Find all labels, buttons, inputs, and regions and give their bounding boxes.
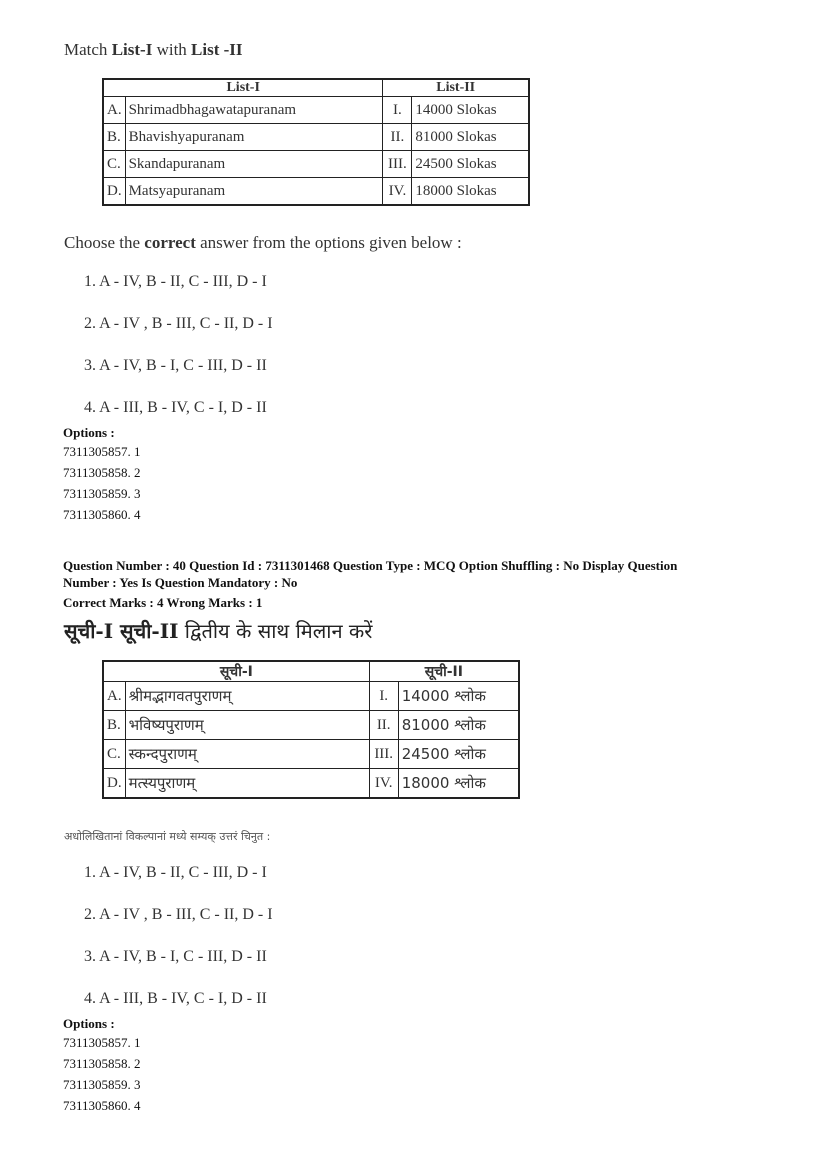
row-roman: I. <box>369 682 398 711</box>
row-item: भविष्यपुराणम् <box>125 711 369 740</box>
row-item: स्कन्दपुराणम् <box>125 740 369 769</box>
q1-match-table <box>102 78 530 206</box>
row-letter: B. <box>103 711 125 740</box>
row-value: 18000 श्लोक <box>398 769 519 799</box>
list1-header: List-I <box>103 79 383 97</box>
row-roman: II. <box>369 711 398 740</box>
row-letter: A. <box>103 97 125 124</box>
q2-choice-4: 4. A - III, B - IV, C - I, D - II <box>84 990 267 1007</box>
row-roman: I. <box>383 97 412 124</box>
table-row <box>103 124 529 151</box>
row-roman: IV. <box>369 769 398 799</box>
q1-instruction: Choose the correct answer from the options given below : <box>64 233 462 252</box>
q1-choice-4: 4. A - III, B - IV, C - I, D - II <box>84 399 267 416</box>
row-letter: C. <box>103 151 125 178</box>
table-header-row <box>103 79 529 97</box>
q1-heading: Match List-I with List -II <box>64 40 243 59</box>
row-letter: D. <box>103 178 125 206</box>
row-item: Skandapuranam <box>125 151 383 178</box>
q2-meta <box>63 557 677 611</box>
q1-options-list <box>63 441 141 525</box>
q1-choice-2: 2. A - IV , B - III, C - II, D - I <box>84 315 273 332</box>
row-value: 81000 श्लोक <box>398 711 519 740</box>
row-letter: B. <box>103 124 125 151</box>
q1-choice-1: 1. A - IV, B - II, C - III, D - I <box>84 273 267 290</box>
row-value: 24500 Slokas <box>412 151 529 178</box>
list-item: 7311305859. 3 <box>63 1077 141 1092</box>
list-item: 7311305857. 1 <box>63 1035 141 1050</box>
row-item: Bhavishyapuranam <box>125 124 383 151</box>
row-roman: II. <box>383 124 412 151</box>
q2-choice-1: 1. A - IV, B - II, C - III, D - I <box>84 864 267 881</box>
row-item: श्रीमद्भागवतपुराणम् <box>125 682 369 711</box>
q2-heading: सूची-I सूची-II द्वितीय के साथ मिलान करें <box>64 619 373 643</box>
row-value: 14000 Slokas <box>412 97 529 124</box>
q2-options-list <box>63 1032 141 1116</box>
table-row <box>103 682 519 711</box>
list-item: 7311305857. 1 <box>63 444 141 459</box>
marks-line: Correct Marks : 4 Wrong Marks : 1 <box>63 595 263 610</box>
q2-choice-2: 2. A - IV , B - III, C - II, D - I <box>84 906 273 923</box>
row-roman: IV. <box>383 178 412 206</box>
question-info-line: Question Number : 40 Question Id : 7311301468 Question Type : MCQ Option Shuffling : No Display Question <box>63 558 678 573</box>
row-item: Matsyapuranam <box>125 178 383 206</box>
list-item: 7311305860. 4 <box>63 507 141 522</box>
row-letter: D. <box>103 769 125 799</box>
list-item: 7311305860. 4 <box>63 1098 141 1113</box>
list-item: 7311305858. 2 <box>63 1056 141 1071</box>
list-item: 7311305858. 2 <box>63 465 141 480</box>
q2-choice-3: 3. A - IV, B - I, C - III, D - II <box>84 948 267 965</box>
row-value: 24500 श्लोक <box>398 740 519 769</box>
q1-options-label: Options : <box>63 425 115 440</box>
table-row <box>103 711 519 740</box>
table-row <box>103 178 529 206</box>
list1-header: सूची-I <box>103 661 369 682</box>
list2-header: List-II <box>383 79 529 97</box>
row-item: मत्स्यपुराणम् <box>125 769 369 799</box>
table-row <box>103 151 529 178</box>
q1-choice-3: 3. A - IV, B - I, C - III, D - II <box>84 357 267 374</box>
row-value: 18000 Slokas <box>412 178 529 206</box>
table-row <box>103 740 519 769</box>
q2-instruction: अधोलिखितानां विकल्पानां मध्ये सम्यक् उत्तरं चिनुत : <box>64 830 271 843</box>
row-roman: III. <box>383 151 412 178</box>
list-item: 7311305859. 3 <box>63 486 141 501</box>
row-value: 14000 श्लोक <box>398 682 519 711</box>
row-value: 81000 Slokas <box>412 124 529 151</box>
row-letter: A. <box>103 682 125 711</box>
table-row <box>103 769 519 799</box>
table-row <box>103 97 529 124</box>
list2-header: सूची-II <box>369 661 519 682</box>
question-info-line: Number : Yes Is Question Mandatory : No <box>63 575 298 590</box>
row-item: Shrimadbhagawatapuranam <box>125 97 383 124</box>
table-header-row <box>103 661 519 682</box>
row-letter: C. <box>103 740 125 769</box>
row-roman: III. <box>369 740 398 769</box>
q2-options-label: Options : <box>63 1016 115 1031</box>
q2-match-table <box>102 660 520 799</box>
